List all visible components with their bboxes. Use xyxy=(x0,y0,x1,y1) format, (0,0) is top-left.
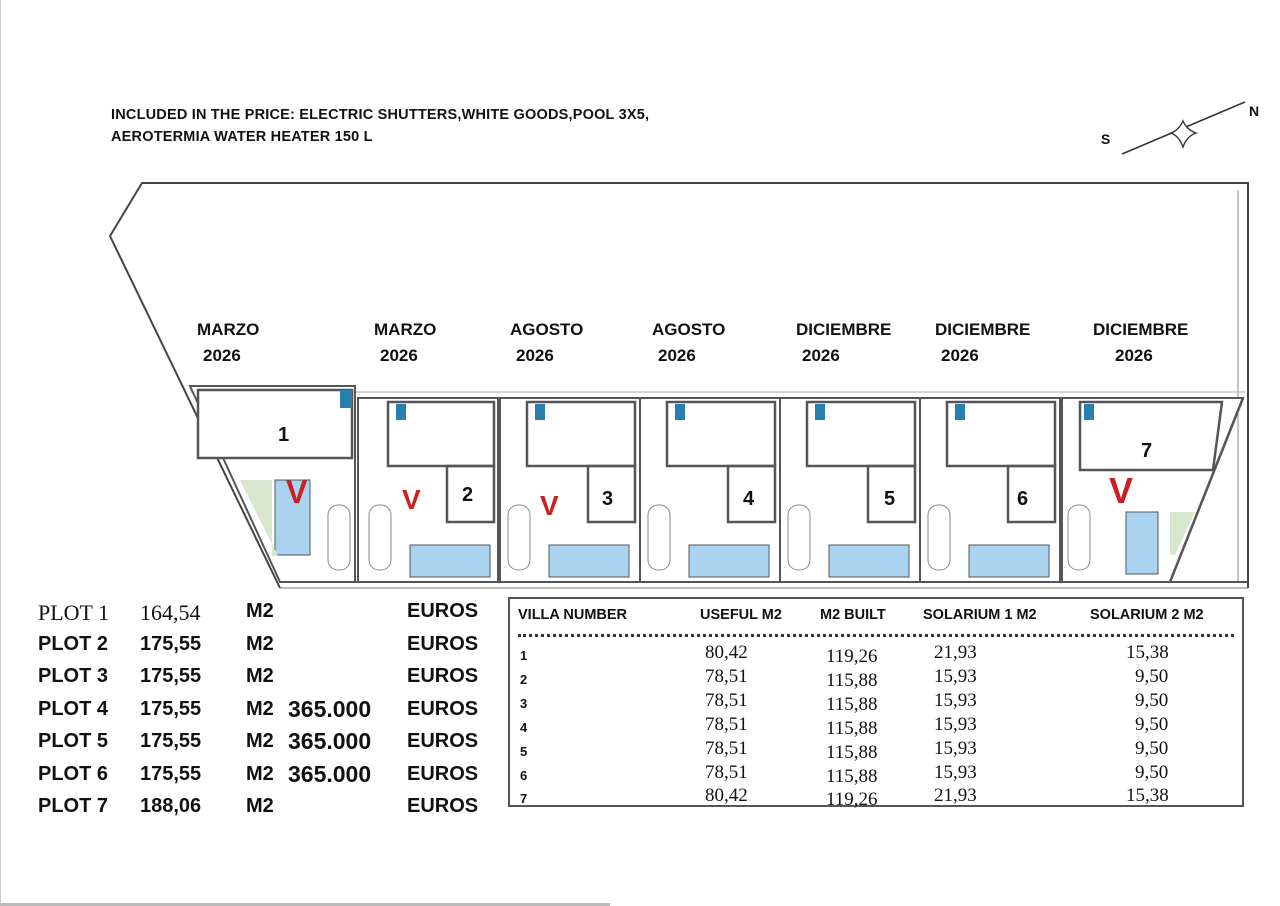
plot-price: 365.000 xyxy=(288,760,372,787)
cell-built: 119,26 xyxy=(826,646,878,667)
table-row xyxy=(510,762,1242,786)
plot-unit: M2 xyxy=(246,665,274,687)
plot-price: 365.000 xyxy=(288,695,372,722)
villa-2-number: 2 xyxy=(462,484,474,506)
plot-currency: EUROS xyxy=(407,762,479,785)
month-label: AGOSTO xyxy=(510,320,584,339)
cell-sol1: 21,93 xyxy=(934,642,977,663)
cell-sol2: 9,50 xyxy=(1135,714,1169,735)
plot-unit: M2 xyxy=(246,697,274,720)
villa-4-number: 4 xyxy=(743,488,755,510)
cell-villa: 3 xyxy=(520,696,528,711)
included-line-1: INCLUDED IN THE PRICE: ELECTRIC SHUTTERS,WHITE GOODS,POOL 3X5, xyxy=(111,107,650,123)
header-solarium-1: SOLARIUM 1 M2 xyxy=(923,607,1037,623)
plot-label: PLOT 6 xyxy=(38,762,109,785)
plot-unit: M2 xyxy=(246,795,274,817)
table-row xyxy=(510,785,1242,809)
table-row xyxy=(510,738,1242,762)
cell-villa: 4 xyxy=(520,720,528,735)
villa-area-table xyxy=(508,597,1244,810)
villa-5-number: 5 xyxy=(884,488,896,510)
cell-built: 115,88 xyxy=(826,670,878,691)
cell-sol2: 9,50 xyxy=(1135,690,1169,711)
cell-useful: 78,51 xyxy=(705,738,748,759)
cell-sol1: 15,93 xyxy=(934,738,977,759)
villa-4-plan xyxy=(640,398,780,582)
plot-currency: EUROS xyxy=(407,730,479,752)
cell-built: 119,26 xyxy=(826,789,878,810)
cell-villa: 2 xyxy=(520,672,528,687)
table-row xyxy=(510,642,1242,666)
plot-currency: EUROS xyxy=(407,795,479,817)
plot-label: PLOT 7 xyxy=(38,795,109,817)
cell-sol2: 9,50 xyxy=(1135,666,1169,687)
villa-5-delivery-date xyxy=(796,317,891,369)
plot-currency: EUROS xyxy=(407,665,479,687)
plot-area: 188,06 xyxy=(140,795,202,817)
year-label: 2026 xyxy=(1115,346,1153,365)
cell-useful: 78,51 xyxy=(705,690,748,711)
table-row xyxy=(510,714,1242,738)
cell-villa: 1 xyxy=(520,648,528,663)
cell-sol2: 15,38 xyxy=(1126,642,1169,663)
plot-price: 365.000 xyxy=(288,728,372,754)
plot-area: 175,55 xyxy=(140,762,202,785)
cell-useful: 80,42 xyxy=(705,642,748,663)
villa-1-number: 1 xyxy=(278,424,290,446)
table-row xyxy=(510,690,1242,714)
villa-1-sold-mark: V xyxy=(286,474,308,510)
villa-2-delivery-date xyxy=(374,317,436,369)
villa-3-plan xyxy=(500,398,640,582)
cell-sol1: 15,93 xyxy=(934,690,977,711)
plot-currency: EUROS xyxy=(407,697,479,720)
plot-unit: M2 xyxy=(246,730,274,752)
plot-area: 164,54 xyxy=(140,600,201,625)
month-label: MARZO xyxy=(197,320,260,339)
cell-useful: 78,51 xyxy=(705,762,748,783)
cell-useful: 80,42 xyxy=(705,785,748,806)
villa-1-delivery-date xyxy=(197,317,259,369)
cell-built: 115,88 xyxy=(826,694,878,715)
plot-unit: M2 xyxy=(246,762,274,785)
villa-1-plan xyxy=(190,386,355,582)
month-label: DICIEMBRE xyxy=(796,320,892,339)
cell-sol1: 15,93 xyxy=(934,762,977,783)
page-border-left xyxy=(0,0,1,906)
plot-label: PLOT 5 xyxy=(38,730,109,752)
header-solarium-2: SOLARIUM 2 M2 xyxy=(1090,607,1204,623)
villa-3-sold-mark: V xyxy=(540,490,559,521)
cell-sol1: 15,93 xyxy=(934,714,977,735)
plot-label: PLOT 3 xyxy=(38,665,109,687)
plot-unit: M2 xyxy=(246,600,274,622)
cell-built: 115,88 xyxy=(826,742,878,763)
cell-villa: 7 xyxy=(520,791,528,806)
villa-7-delivery-date xyxy=(1093,317,1188,369)
plot-unit: M2 xyxy=(246,632,274,655)
header-villa-number: VILLA NUMBER xyxy=(518,607,628,623)
cell-sol2: 9,50 xyxy=(1135,762,1169,783)
villa-3-delivery-date xyxy=(510,317,583,369)
villa-2-sold-mark: V xyxy=(402,484,421,515)
plot-label: PLOT 1 xyxy=(38,600,110,625)
cell-built: 115,88 xyxy=(826,718,878,739)
villa-6-plan xyxy=(920,398,1060,582)
plot-area: 175,55 xyxy=(140,697,202,720)
header-m2-built: M2 BUILT xyxy=(820,607,886,623)
cell-sol2: 9,50 xyxy=(1135,738,1169,759)
cell-useful: 78,51 xyxy=(705,666,748,687)
plot-currency: EUROS xyxy=(407,600,479,622)
included-line-2: AEROTERMIA WATER HEATER 150 L xyxy=(111,129,373,145)
plot-area: 175,55 xyxy=(140,730,202,752)
year-label: 2026 xyxy=(203,346,241,365)
villa-7-sold-mark: V xyxy=(1109,470,1134,511)
villa-3-number: 3 xyxy=(602,488,614,510)
cell-useful: 78,51 xyxy=(705,714,748,735)
cell-sol1: 21,93 xyxy=(934,785,977,806)
villa-7-number: 7 xyxy=(1141,440,1153,462)
villa-2-plan xyxy=(358,398,498,582)
villa-6-number: 6 xyxy=(1017,488,1029,510)
month-label: DICIEMBRE xyxy=(1093,320,1189,339)
year-label: 2026 xyxy=(380,346,418,365)
plot-currency: EUROS xyxy=(407,632,479,655)
villa-7-plan xyxy=(1062,398,1243,582)
header-divider xyxy=(518,634,1234,637)
cell-sol2: 15,38 xyxy=(1126,785,1169,806)
villa-5-plan xyxy=(780,398,920,582)
cell-sol1: 15,93 xyxy=(934,666,977,687)
month-label: MARZO xyxy=(374,320,437,339)
year-label: 2026 xyxy=(516,346,554,365)
cell-built: 115,88 xyxy=(826,766,878,787)
table-row xyxy=(510,666,1242,690)
header-useful-m2: USEFUL M2 xyxy=(700,607,782,623)
year-label: 2026 xyxy=(658,346,696,365)
cell-villa: 6 xyxy=(520,768,528,783)
plot-area: 175,55 xyxy=(140,665,202,687)
year-label: 2026 xyxy=(941,346,979,365)
year-label: 2026 xyxy=(802,346,840,365)
compass-north-label: N xyxy=(1249,103,1260,119)
villa-6-delivery-date xyxy=(935,317,1030,369)
cell-villa: 5 xyxy=(520,744,528,759)
compass-south-label: S xyxy=(1101,131,1111,147)
plot-label: PLOT 4 xyxy=(38,697,109,720)
villa-4-delivery-date xyxy=(652,317,725,369)
plot-area: 175,55 xyxy=(140,632,202,655)
plot-label: PLOT 2 xyxy=(38,632,109,655)
month-label: AGOSTO xyxy=(652,320,726,339)
month-label: DICIEMBRE xyxy=(935,320,1031,339)
